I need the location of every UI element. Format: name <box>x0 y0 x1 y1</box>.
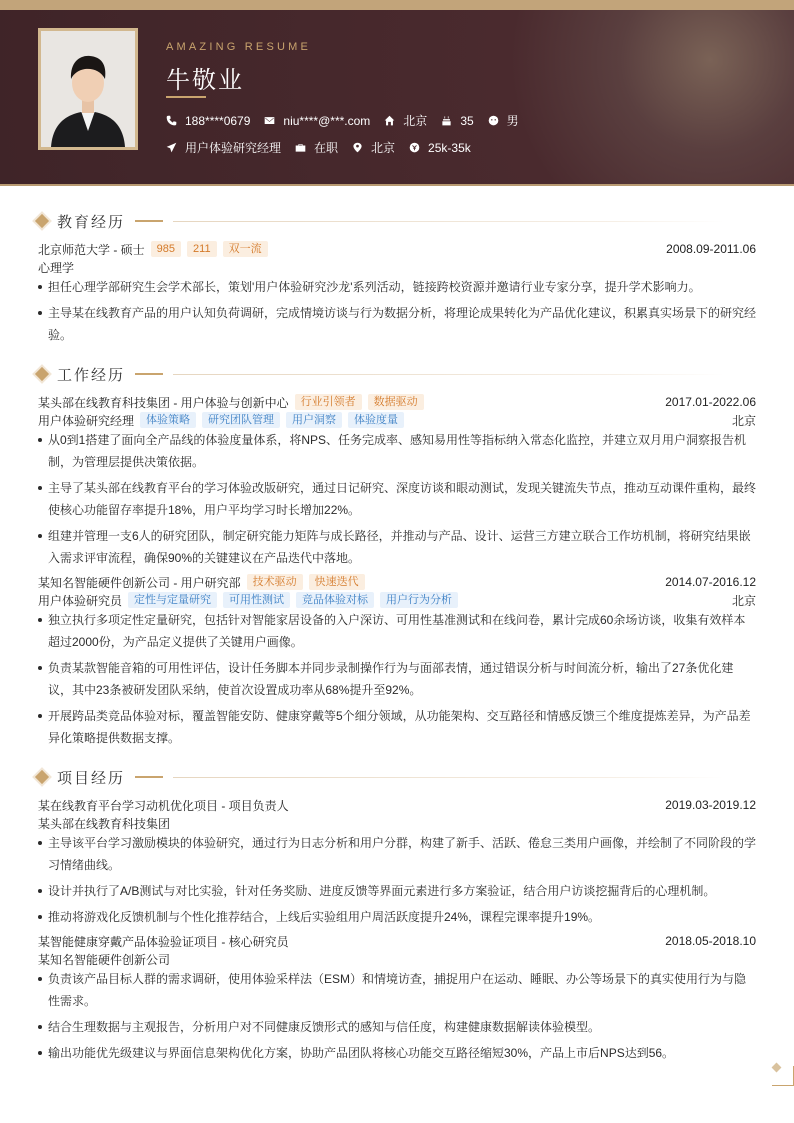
school-tag: 985 <box>151 241 181 257</box>
candidate-name: 牛敬业 <box>166 66 244 94</box>
top-accent-bar <box>0 0 794 10</box>
target-city-item <box>352 139 395 156</box>
target-city-text: 北京 <box>371 141 396 155</box>
project-date: 2018.05-2018.10 <box>665 934 756 948</box>
work-city: 北京 <box>731 593 756 608</box>
section-work-title: 工作经历 <box>57 366 126 384</box>
work-role-row <box>38 411 756 429</box>
project-bullet: 输出功能优先级建议与界面信息架构优化方案，协助产品团队将核心功能交互路径缩短30%，产品上市后NPS达到56。 <box>38 1042 756 1064</box>
diamond-icon <box>35 367 49 381</box>
skill-tag: 可用性测试 <box>223 592 290 608</box>
job-status-text: 在职 <box>314 141 339 155</box>
education-major: 心理学 <box>38 260 75 275</box>
mail-icon <box>264 115 275 126</box>
work-company: 某知名智能硬件创新公司 - 用户研究部 <box>38 575 241 590</box>
project-bullet: 结合生理数据与主观报告，分析用户对不同健康反馈形式的感知与信任度，构建健康数据解读体验模型。 <box>38 1016 756 1038</box>
age-text: 35 <box>460 113 474 128</box>
section-projects-title: 项目经历 <box>57 769 126 787</box>
section-education-title: 教育经历 <box>57 213 126 231</box>
skill-tag: 用户行为分析 <box>380 592 458 608</box>
skill-tag: 用户洞察 <box>286 412 342 428</box>
hometown-item <box>384 112 427 129</box>
project-entry-head <box>38 932 756 950</box>
project-org: 某知名智能硬件创新公司 <box>38 952 171 967</box>
section-accent-bar <box>135 776 163 778</box>
resume-header <box>0 10 794 186</box>
skill-tag: 体验度量 <box>348 412 404 428</box>
project-org-row <box>38 814 756 832</box>
project-bullet: 主导该平台学习激励模块的体验研究，通过行为日志分析和用户分群，构建了新手、活跃、倦怠三类用户画像，并绘制了不同阶段的学习情绪曲线。 <box>38 832 756 876</box>
project-title: 某在线教育平台学习动机优化项目 - 项目负责人 <box>38 798 289 813</box>
profile-photo <box>38 28 138 150</box>
name-underline <box>166 96 206 98</box>
education-major-row <box>38 258 756 276</box>
education-date: 2008.09-2011.06 <box>666 242 756 256</box>
work-date: 2014.07-2016.12 <box>665 575 756 589</box>
diamond-icon <box>35 214 49 228</box>
person-portrait-icon <box>41 31 135 147</box>
phone-item <box>166 114 250 128</box>
school-tag: 211 <box>187 241 217 257</box>
company-tag: 技术驱动 <box>247 574 303 590</box>
send-icon <box>166 142 177 153</box>
project-org-row <box>38 950 756 968</box>
work-city: 北京 <box>731 413 756 428</box>
gender-icon <box>488 115 499 126</box>
skill-tag: 研究团队管理 <box>202 412 280 428</box>
work-bullet: 组建并管理一支6人的研究团队，制定研究能力矩阵与成长路径，并推动与产品、设计、运营三方建立联合工作坊机制，将研究结果嵌入需求评审流程，确保90%的关键建议在产品迭代中落地。 <box>38 525 756 569</box>
hometown-text: 北京 <box>403 114 428 128</box>
project-date: 2019.03-2019.12 <box>665 798 756 812</box>
target-position-item <box>166 139 281 156</box>
header-divider <box>0 184 794 186</box>
home-icon <box>384 115 395 126</box>
project-entry-head <box>38 796 756 814</box>
company-tag: 行业引领者 <box>295 394 362 410</box>
work-role-row <box>38 591 756 609</box>
work-bullet: 从0到1搭建了面向全产品线的体验度量体系，将NPS、任务完成率、感知易用性等指标纳入常态化监控，并建立双月用户洞察报告机制，为管理层提供决策依据。 <box>38 429 756 473</box>
education-bullet: 主导某在线教育产品的用户认知负荷调研，完成情境访谈与行为数据分析，将理论成果转化为产品优化建议，积累真实场景下的研究经验。 <box>38 302 756 346</box>
section-divider-line <box>173 221 724 222</box>
section-projects <box>34 767 764 787</box>
section-work <box>34 364 764 384</box>
phone-text: 188****0679 <box>185 113 251 128</box>
contact-row <box>166 112 533 129</box>
work-date: 2017.01-2022.06 <box>665 395 756 409</box>
job-status-item <box>295 139 338 156</box>
company-tag: 数据驱动 <box>368 394 424 410</box>
diamond-icon <box>35 770 49 784</box>
skill-tag: 竞品体验对标 <box>296 592 374 608</box>
gender-item <box>488 112 519 129</box>
project-bullet: 负责该产品目标人群的需求调研，使用体验采样法（ESM）和情境访查，捕捉用户在运动、睡眠、办公等场景下的真实使用行为与隐性需求。 <box>38 968 756 1012</box>
work-bullet: 主导了某头部在线教育平台的学习体验改版研究，通过日记研究、深度访谈和眼动测试，发现关键流失节点，推动互动课件重构，最终使核心功能留存率提升18%，用户平均学习时长增加22%。 <box>38 477 756 521</box>
email-item <box>264 114 370 128</box>
salary-text: 25k-35k <box>428 140 471 155</box>
section-education <box>34 211 764 231</box>
resume-tagline: AMAZING RESUME <box>166 41 312 53</box>
education-entry-head <box>38 240 756 258</box>
phone-icon <box>166 115 177 126</box>
salary-icon <box>409 142 420 153</box>
section-divider-line <box>173 777 724 778</box>
project-bullet: 设计并执行了A/B测试与对比实验，针对任务奖励、进度反馈等界面元素进行多方案验证，结合用户访谈挖掘背后的心理机制。 <box>38 880 756 902</box>
work-company: 某头部在线教育科技集团 - 用户体验与创新中心 <box>38 395 289 410</box>
skill-tag: 定性与定量研究 <box>128 592 217 608</box>
work-bullet: 开展跨品类竞品体验对标，覆盖智能安防、健康穿戴等5个细分领域，从功能架构、交互路径和情感反馈三个维度提炼差异，为产品差异化策略提供数据支撑。 <box>38 705 756 749</box>
work-bullet: 负责某款智能音箱的可用性评估，设计任务脚本并同步录制操作行为与面部表情，通过错误分析与时间流分析，输出了27条优化建议，其中23条被研发团队采纳，使首次设置成功率从68%提升至92%。 <box>38 657 756 701</box>
work-role: 用户体验研究员 <box>38 593 123 608</box>
school-tag: 双一流 <box>223 241 268 257</box>
work-bullet: 独立执行多项定性定量研究，包括针对智能家居设备的入户深访、可用性基准测试和在线问卷，累计完成60余场访谈，收集有效样本超过2000份，为产品定义提供了关键用户画像。 <box>38 609 756 653</box>
gender-text: 男 <box>506 114 519 128</box>
skill-tag: 体验策略 <box>140 412 196 428</box>
briefcase-icon <box>295 142 306 153</box>
cake-icon <box>441 115 452 126</box>
target-position-text: 用户体验研究经理 <box>185 141 282 155</box>
location-pin-icon <box>352 142 363 153</box>
section-accent-bar <box>135 220 163 222</box>
salary-item <box>409 141 471 155</box>
age-item <box>441 114 473 128</box>
project-bullet: 推动将游戏化反馈机制与个性化推荐结合，上线后实验组用户周活跃度提升24%，课程完课率提升19%。 <box>38 906 756 928</box>
work-entry-head <box>38 393 756 411</box>
work-entry-head <box>38 573 756 591</box>
email-text: niu****@***.com <box>283 113 371 128</box>
project-org: 某头部在线教育科技集团 <box>38 816 171 831</box>
project-title: 某智能健康穿戴产品体验验证项目 - 核心研究员 <box>38 934 289 949</box>
section-divider-line <box>173 374 724 375</box>
work-role: 用户体验研究经理 <box>38 413 135 428</box>
education-bullet: 担任心理学部研究生会学术部长，策划'用户体验研究沙龙'系列活动，链接跨校资源并邀请行业专家分享，提升学术影响力。 <box>38 276 756 298</box>
job-intent-row <box>166 139 485 156</box>
company-tag: 快速迭代 <box>309 574 365 590</box>
education-school: 北京师范大学 - 硕士 <box>38 242 145 257</box>
section-accent-bar <box>135 373 163 375</box>
